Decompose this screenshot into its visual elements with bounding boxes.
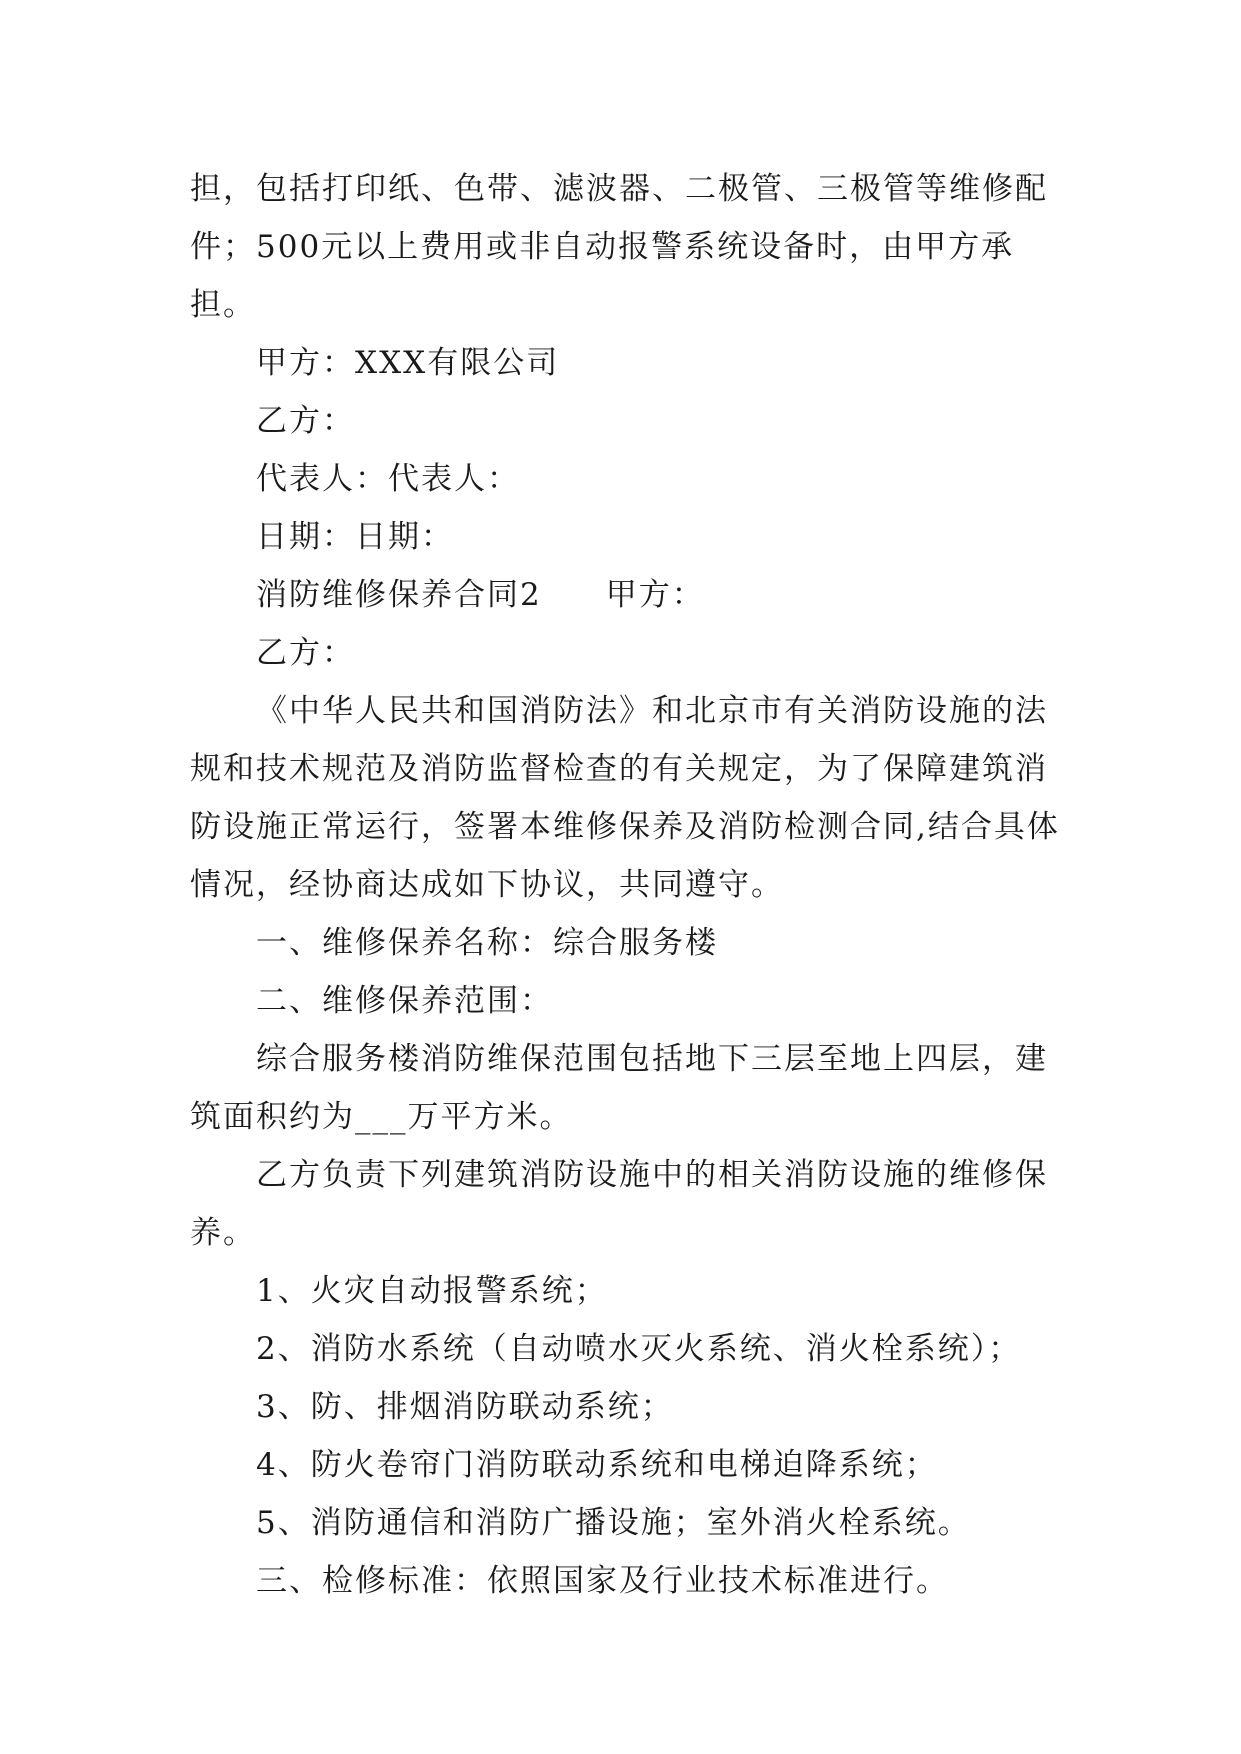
paragraph-continuation: 担，包括打印纸、色带、滤波器、二极管、三极管等维修配件；500元以上费用或非自动报警系统设备时，由甲方承担。: [190, 171, 1048, 323]
paragraph-section-2: 二、维修保养范围：: [256, 983, 553, 1019]
paragraph-responsibility: 乙方负责下列建筑消防设施中的相关消防设施的维修保养。: [190, 1157, 1048, 1251]
paragraph-section-1: 一、维修保养名称：综合服务楼: [256, 925, 718, 961]
list-item: 3、防、排烟消防联动系统；: [256, 1389, 674, 1425]
paragraph-party-b-2: 乙方：: [256, 635, 355, 671]
contract-title: 消防维修保养合同2: [256, 577, 542, 613]
contract-title-line: [190, 566, 1070, 624]
paragraph-scope: 综合服务楼消防维保范围包括地下三层至地上四层，建筑面积约为___万平方米。: [190, 1041, 1048, 1135]
paragraph-preamble: 《中华人民共和国消防法》和北京市有关消防设施的法规和技术规范及消防监督检查的有关规定，为了保障建筑消防设施正常运行，签署本维修保养及消防检测合同,结合具体情况，经协商达成如下协议，共同遵守。: [190, 693, 1060, 903]
paragraph-dates: 日期：日期：: [256, 519, 454, 555]
paragraph-party-b: 乙方：: [256, 403, 355, 439]
paragraph-representatives: 代表人：代表人：: [256, 461, 520, 497]
list-item: 5、消防通信和消防广播设施；室外消火栓系统。: [256, 1505, 971, 1541]
paragraph-section-3: 三、检修标准：依照国家及行业技术标准进行。: [256, 1563, 949, 1599]
list-item: 1、火灾自动报警系统；: [256, 1273, 608, 1309]
paragraph-party-a: 甲方：XXX有限公司: [256, 345, 560, 381]
list-item: 2、消防水系统（自动喷水灭火系统、消火栓系统）；: [256, 1331, 1022, 1367]
document-body: [190, 160, 1070, 1610]
list-item: 4、防火卷帘门消防联动系统和电梯迫降系统；: [256, 1447, 938, 1483]
contract-party-a-label: 甲方：: [605, 577, 705, 613]
